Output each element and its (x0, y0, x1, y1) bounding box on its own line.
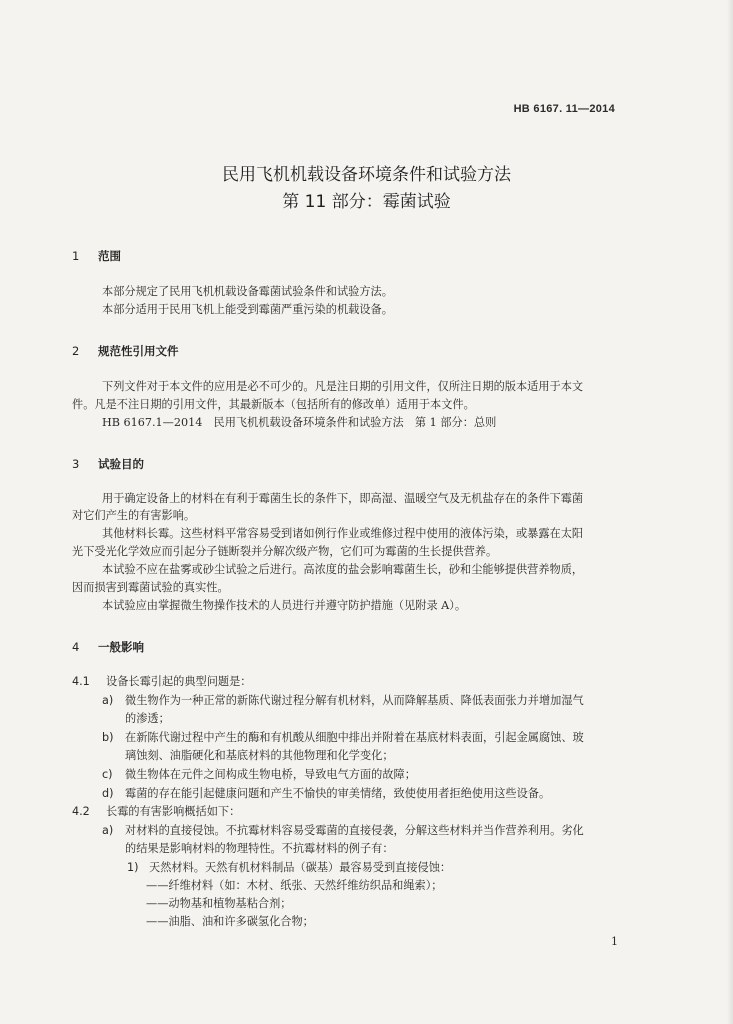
section-number: 4 (72, 640, 80, 654)
section-2-heading (72, 343, 179, 359)
list-item: 霉菌的存在能引起健康问题和产生不愉快的审美情绪，致使使用者拒绝使用这些设备。 (125, 787, 551, 800)
clause-number: 4.2 (72, 805, 90, 818)
paragraph: 下列文件对于本文件的应用是必不可少的。凡是注日期的引用文件，仅所注日期的版本适用于本文 (102, 380, 584, 393)
dash-item: ——动物基和植物基粘合剂； (146, 897, 292, 910)
list-item: 对材料的直接侵蚀。不抗霉材料容易受霉菌的直接侵袭，分解这些材料并当作营养利用。劣化 (125, 824, 584, 837)
section-number: 1 (72, 249, 80, 263)
standard-code: HB 6167. 11—2014 (513, 103, 615, 115)
list-item: 在新陈代谢过程中产生的酶和有机酸从细胞中排出并附着在基底材料表面，引起金属腐蚀、玻 (125, 731, 584, 744)
list-item: 微生物作为一种正常的新陈代谢过程分解有机材料，从而降解基质、降低表面张力并增加湿气 (125, 694, 584, 707)
paragraph: 对它们产生的有害影响。 (72, 509, 196, 522)
section-4-heading (72, 639, 144, 655)
paragraph: 本部分适用于民用飞机上能受到霉菌严重污染的机载设备。 (102, 303, 393, 316)
section-3-heading (72, 456, 144, 472)
paragraph: 因而损害到霉菌试验的真实性。 (72, 581, 229, 594)
item-label: a) (102, 824, 114, 837)
page-edge-shadow (727, 0, 733, 1024)
list-item: 的结果是影响材料的物理特性。不抗霉材料的例子有： (125, 842, 394, 855)
item-label: c) (102, 768, 113, 781)
paragraph: 件。凡是不注日期的引用文件，其最新版本（包括所有的修改单）适用于本文件。 (72, 398, 475, 411)
clause-text: 设备长霉引起的典型问题是： (106, 675, 252, 688)
section-1-heading (72, 248, 121, 264)
subitem-label: 1) (127, 861, 139, 874)
item-label: d) (102, 787, 114, 800)
item-label: b) (102, 731, 114, 744)
paragraph: 本试验应由掌握微生物操作技术的人员进行并遵守防护措施（见附录 A）。 (102, 599, 467, 612)
normative-reference: HB 6167.1—2014 民用飞机机载设备环境条件和试验方法 第 1 部分：总则 (102, 416, 497, 429)
page-number: 1 (611, 935, 618, 948)
list-item: 的渗透； (125, 712, 170, 725)
section-number: 2 (72, 344, 80, 358)
section-title: 范围 (98, 249, 121, 263)
list-item: 璃蚀刻、油脂硬化和基底材料的其他物理和化学变化； (125, 749, 394, 762)
paragraph: 用于确定设备上的材料在有利于霉菌生长的条件下，即高湿、温暖空气及无机盐存在的条件下霉菌 (102, 492, 584, 505)
section-title: 试验目的 (98, 457, 144, 471)
paragraph: 本试验不应在盐雾或砂尘试验之后进行。高浓度的盐会影响霉菌生长，砂和尘能够提供营养物质， (102, 563, 584, 576)
clause-number: 4.1 (72, 675, 90, 688)
paragraph: 光下受光化学效应而引起分子链断裂并分解次级产物，它们可为霉菌的生长提供营养。 (72, 545, 498, 558)
document-subtitle: 第 11 部分：霉菌试验 (282, 192, 451, 212)
section-number: 3 (72, 457, 80, 471)
dash-item: ——纤维材料（如：木材、纸张、天然纤维纺织品和绳索）； (146, 879, 443, 892)
dash-item: ——油脂、油和许多碳氢化合物； (146, 915, 314, 928)
list-item: 微生物体在元件之间构成生物电桥，导致电气方面的故障； (125, 768, 416, 781)
section-title: 规范性引用文件 (98, 344, 179, 358)
section-title: 一般影响 (98, 640, 144, 654)
paragraph: 其他材料长霉。这些材料平常容易受到诸如例行作业或维修过程中使用的液体污染，或暴露在太阳 (102, 527, 584, 540)
item-label: a) (102, 694, 114, 707)
subitem-text: 天然材料。天然有机材料制品（碳基）最容易受到直接侵蚀： (149, 861, 452, 874)
document-title: 民用飞机机载设备环境条件和试验方法 (222, 165, 511, 185)
paragraph: 本部分规定了民用飞机机载设备霉菌试验条件和试验方法。 (102, 285, 393, 298)
clause-text: 长霉的有害影响概括如下： (106, 805, 241, 818)
